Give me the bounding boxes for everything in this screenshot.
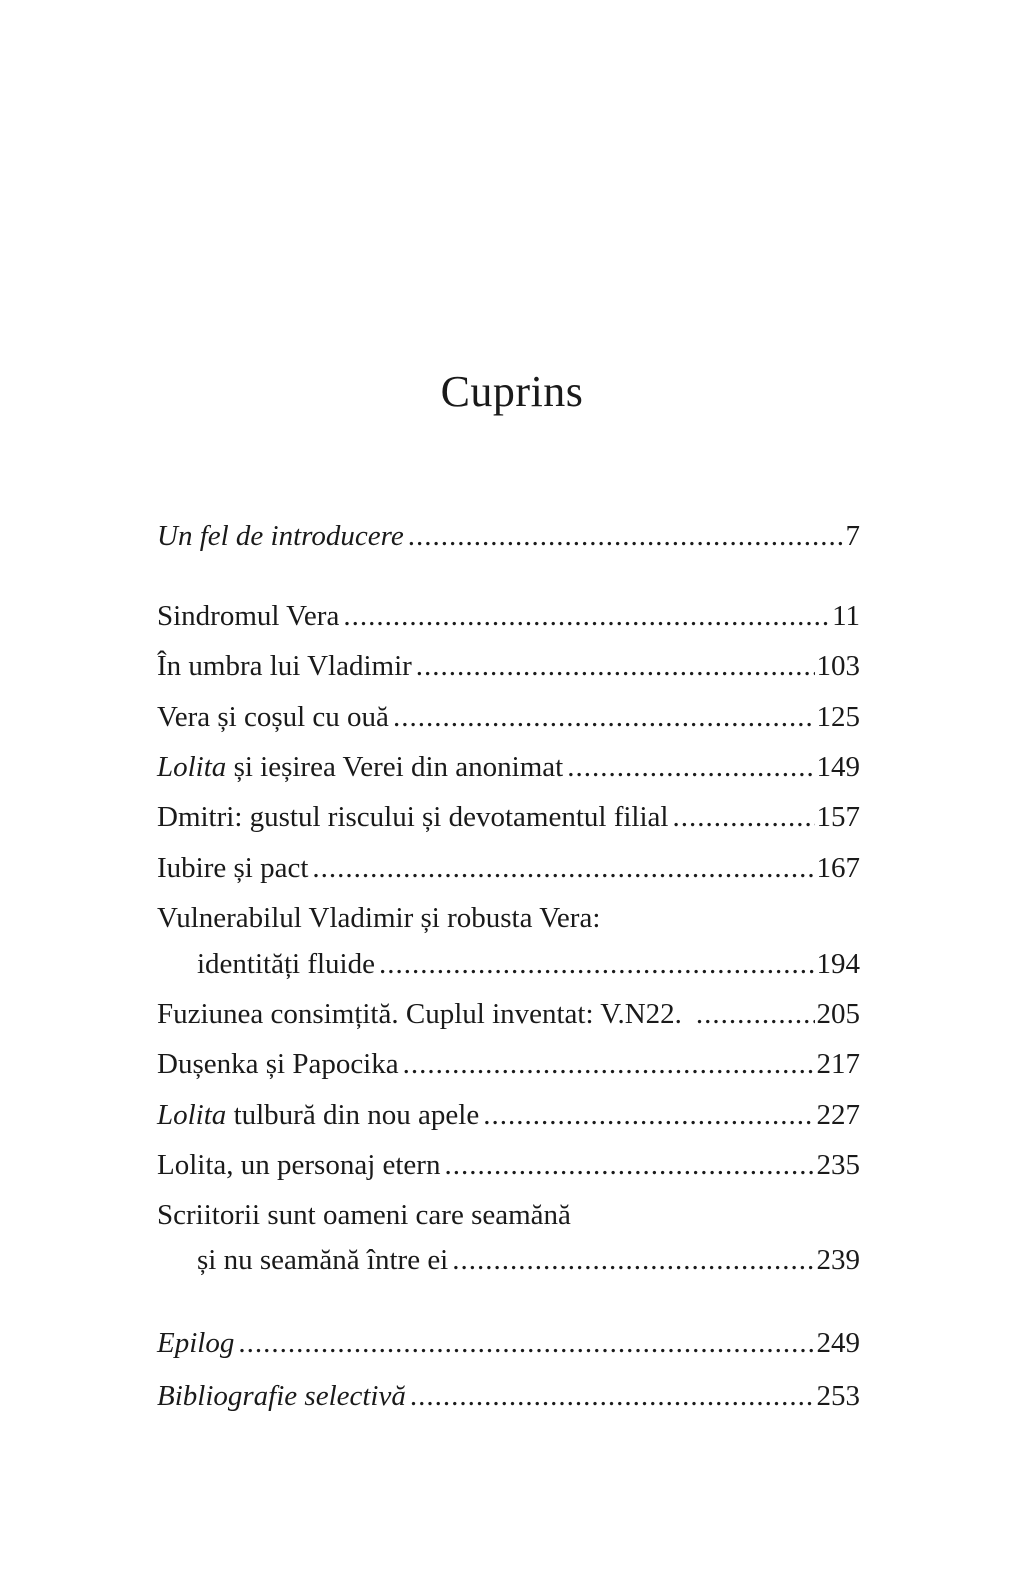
toc-entry-title: Iubire și pact bbox=[157, 852, 309, 884]
toc-entry-title-line1: Scriitorii sunt oameni care seamănă bbox=[157, 1199, 571, 1231]
toc-page-number: 249 bbox=[816, 1327, 860, 1359]
page-title: Cuprins bbox=[440, 367, 584, 416]
leader-dots bbox=[410, 1376, 815, 1416]
leader-dots bbox=[696, 994, 815, 1034]
toc-page-number: 167 bbox=[816, 852, 860, 884]
toc-page-number: 11 bbox=[832, 600, 860, 632]
toc-entry-introducere[interactable] bbox=[157, 516, 860, 556]
toc-entry-vera-si-cosul-cu-oua[interactable] bbox=[157, 697, 860, 737]
toc-entry-title: Lolita, un personaj etern bbox=[157, 1149, 441, 1181]
toc-entry-vulnerabilul-vladimir-line2[interactable] bbox=[157, 944, 860, 984]
toc-entry-italic-title: Lolita bbox=[157, 1099, 227, 1131]
leader-dots bbox=[238, 1323, 814, 1363]
toc-page-number: 253 bbox=[816, 1380, 860, 1412]
toc-page-number: 235 bbox=[816, 1149, 860, 1181]
leader-dots bbox=[408, 516, 844, 556]
toc-entry-lolita-personaj-etern[interactable] bbox=[157, 1145, 860, 1185]
toc-entry-dusenka-si-papocika[interactable] bbox=[157, 1044, 860, 1084]
toc-entry-dmitri[interactable] bbox=[157, 797, 860, 837]
toc-entry-in-umbra-lui-vladimir[interactable] bbox=[157, 646, 860, 686]
toc-entry-title: Un fel de introducere bbox=[157, 520, 404, 552]
leader-dots bbox=[312, 848, 814, 888]
toc-page-number: 239 bbox=[816, 1244, 860, 1276]
toc-entry-title: Sindromul Vera bbox=[157, 600, 340, 632]
toc-entry-title: Epilog bbox=[157, 1327, 235, 1359]
toc-page-number: 205 bbox=[816, 998, 860, 1030]
leader-dots bbox=[379, 944, 815, 984]
leader-dots bbox=[416, 646, 815, 686]
toc-entry-title: Dmitri: gustul riscului și devotamentul filial bbox=[157, 801, 669, 833]
toc-entry-title: Vera și coșul cu ouă bbox=[157, 701, 389, 733]
toc-page-number: 125 bbox=[816, 701, 860, 733]
toc-entry-title: Dușenka și Papocika bbox=[157, 1048, 399, 1080]
toc-entry-bibliografie[interactable] bbox=[157, 1376, 860, 1416]
toc-entry-title: În umbra lui Vladimir bbox=[157, 650, 412, 682]
leader-dots bbox=[343, 596, 830, 636]
toc-entry-sindromul-vera[interactable] bbox=[157, 596, 860, 636]
toc-entry-title-line2: identități fluide bbox=[197, 948, 375, 980]
leader-dots bbox=[444, 1145, 814, 1185]
toc-entry-scriitorii-line2[interactable] bbox=[157, 1240, 860, 1280]
leader-dots bbox=[393, 697, 815, 737]
toc-entry-lolita-tulbura[interactable] bbox=[157, 1095, 860, 1135]
toc-entry-italic-title: Lolita bbox=[157, 751, 227, 783]
toc-page-number: 7 bbox=[845, 520, 860, 552]
toc-entry-title-line2: și nu seamănă între ei bbox=[197, 1244, 449, 1276]
toc-page-number: 227 bbox=[816, 1099, 860, 1131]
toc-page-number: 217 bbox=[816, 1048, 860, 1080]
leader-dots bbox=[452, 1240, 814, 1280]
toc-page-number: 194 bbox=[816, 948, 860, 980]
toc-entry-title: Fuziunea consimțită. Cuplul inventat: V.N22. bbox=[157, 998, 682, 1030]
toc-entry-lolita-si-iesirea-verei[interactable] bbox=[157, 747, 860, 787]
toc-entry-scriitorii-line1[interactable] bbox=[157, 1195, 860, 1235]
leader-dots bbox=[483, 1095, 814, 1135]
toc-entry-title: și ieșirea Verei din anonimat bbox=[226, 751, 564, 783]
toc-page-number: 149 bbox=[816, 751, 860, 783]
leader-dots bbox=[403, 1044, 815, 1084]
toc-entry-title-line1: Vulnerabilul Vladimir și robusta Vera: bbox=[157, 902, 601, 934]
toc-entry-title: tulbură din nou apele bbox=[226, 1099, 480, 1131]
toc-entry-epilog[interactable] bbox=[157, 1323, 860, 1363]
toc-page-number: 103 bbox=[816, 650, 860, 682]
leader-dots bbox=[672, 797, 814, 837]
toc-entry-title: Bibliografie selectivă bbox=[157, 1380, 406, 1412]
toc-page-number: 157 bbox=[816, 801, 860, 833]
toc-entry-fuziunea-consimtita[interactable] bbox=[157, 994, 860, 1034]
toc-entry-iubire-si-pact[interactable] bbox=[157, 848, 860, 888]
leader-dots bbox=[567, 747, 814, 787]
toc-entry-vulnerabilul-vladimir-line1[interactable] bbox=[157, 898, 860, 938]
